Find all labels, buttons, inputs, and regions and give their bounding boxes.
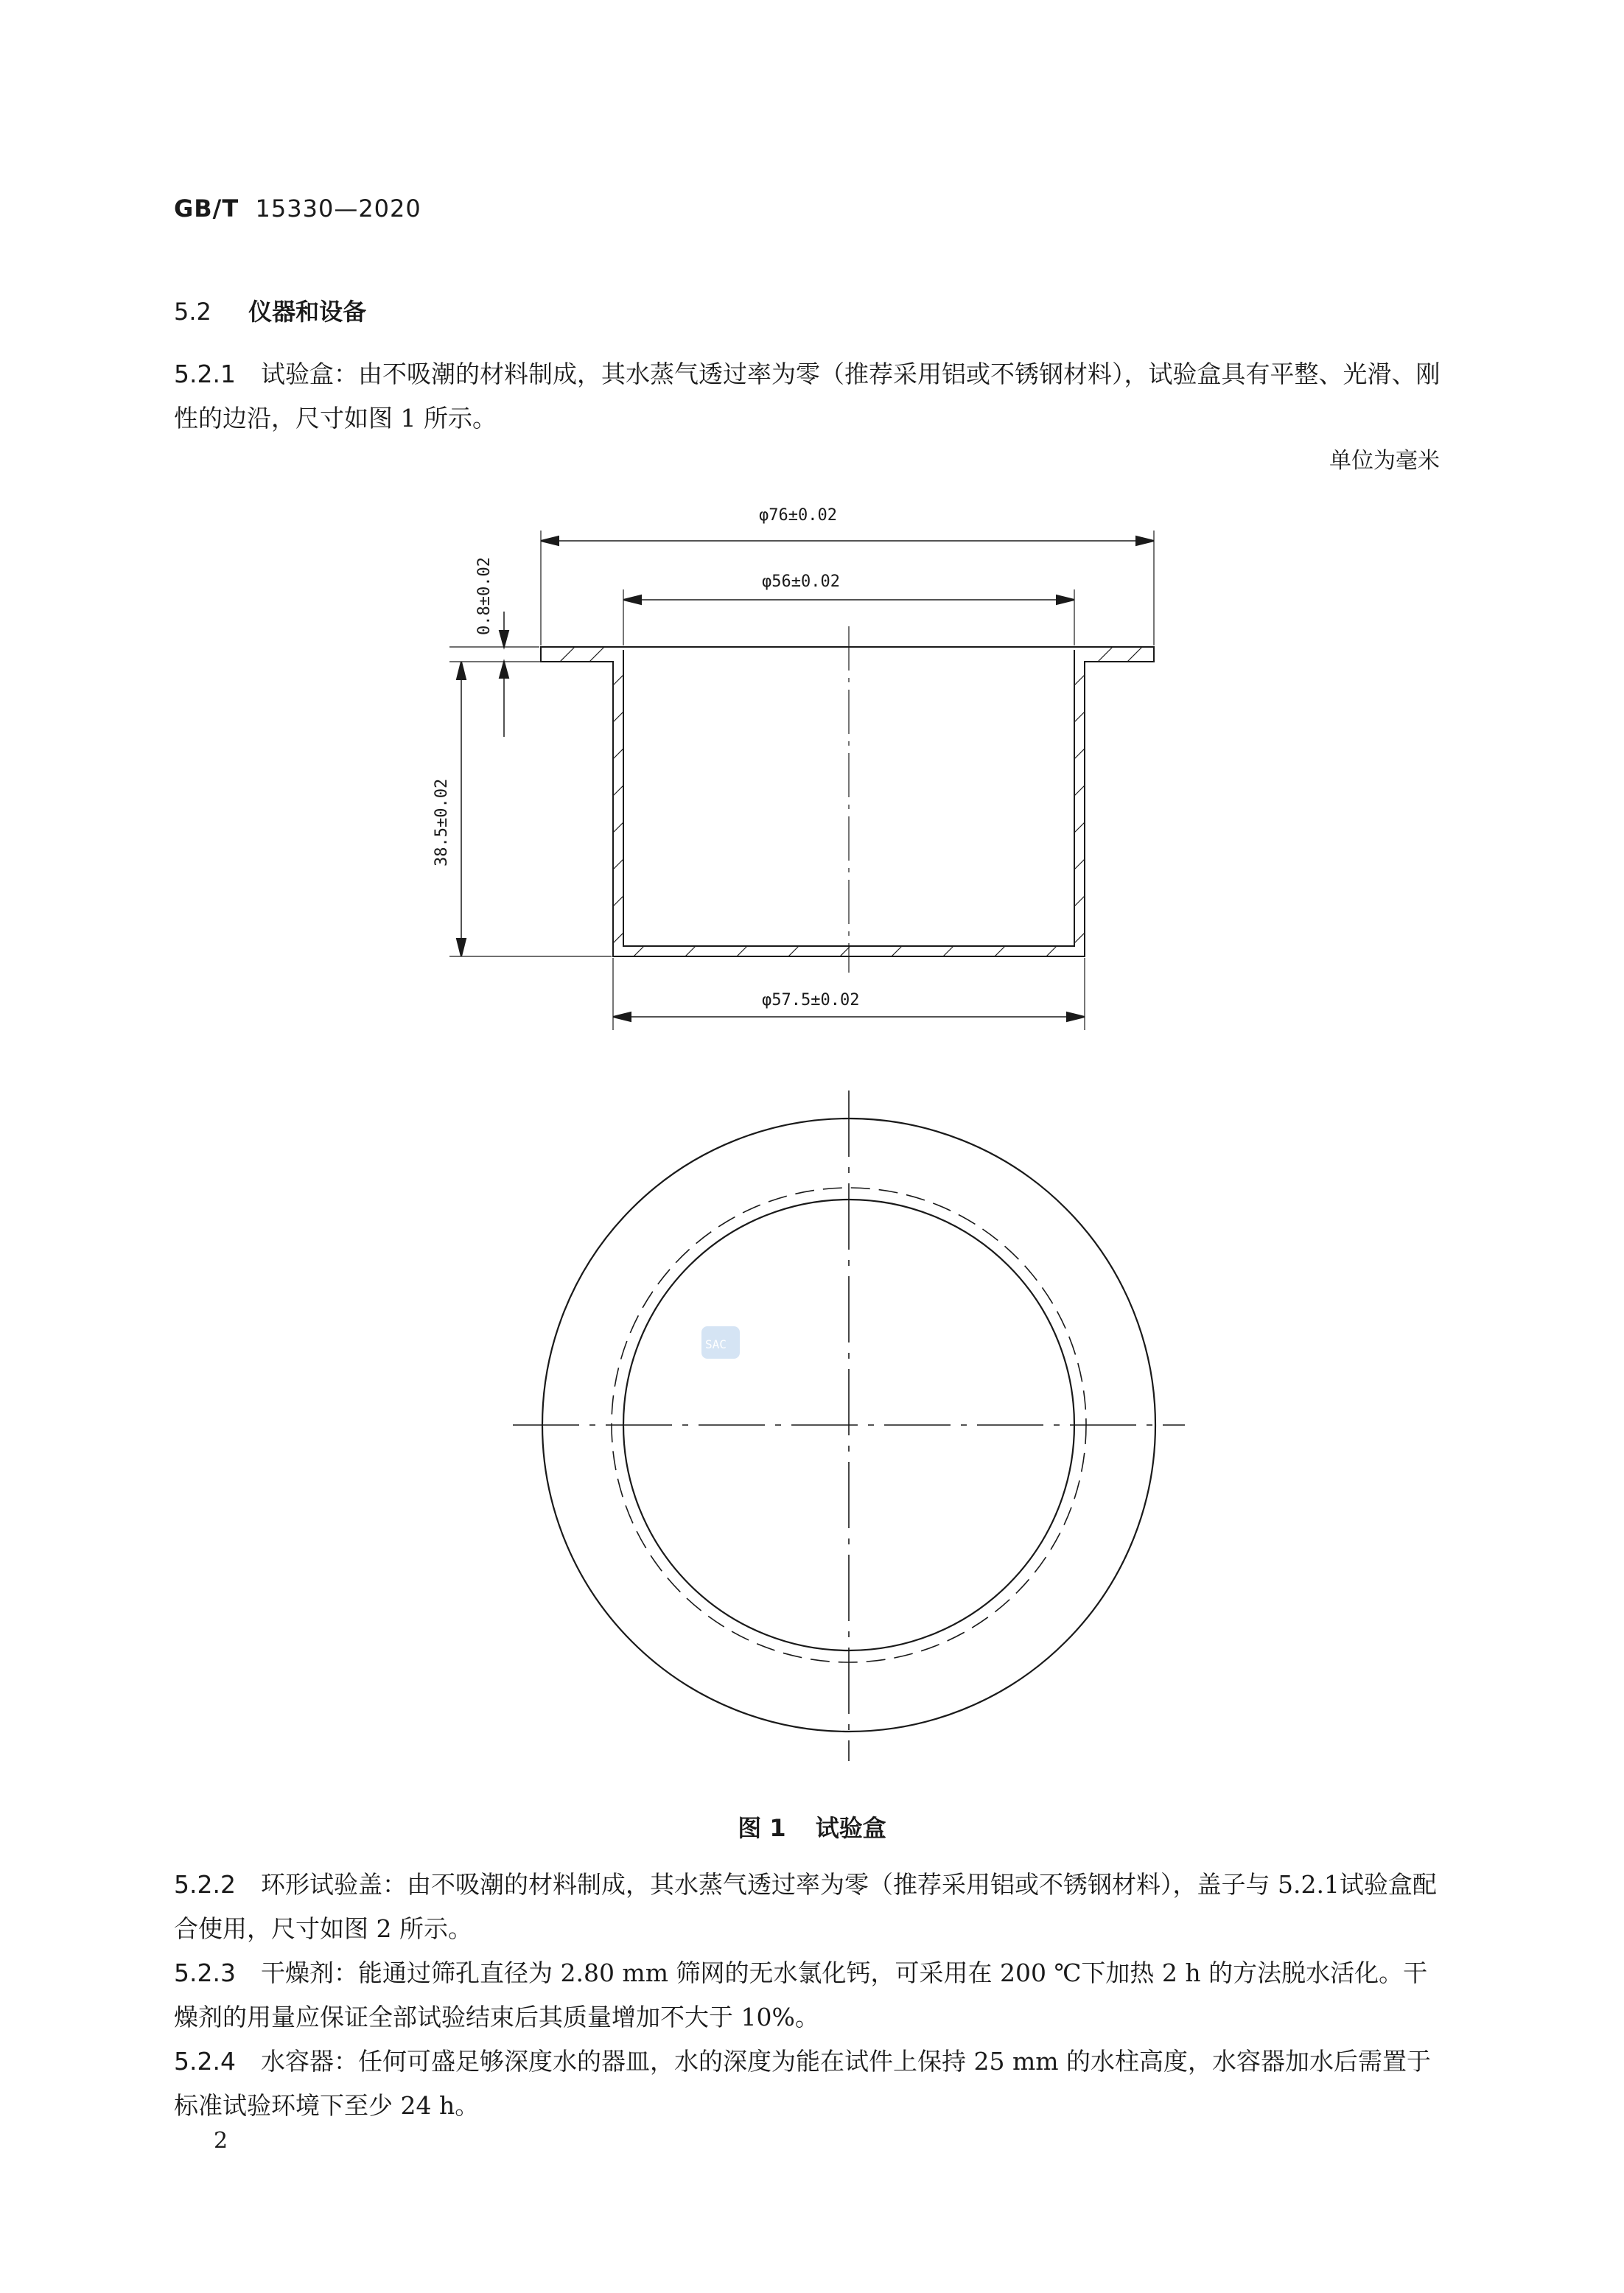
dim-label-height: 38.5±0.02 [433,778,451,867]
clause-5-2-4 [174,2040,1449,2128]
clause-text: 干燥剂：能通过筛孔直径为 2.80 mm 筛网的无水氯化钙，可采用在 200 ℃下加热 2 h 的方法脱水活化。干燥剂的用量应保证全部试验结束后其质量增加不大于 10%。 [174,1958,1428,2031]
clause-number: 5.2.2 [174,1870,236,1899]
dim-label-outer: φ76±0.02 [759,506,837,525]
standard-number: 15330—2020 [255,195,421,223]
clause-number: 5.2.3 [174,1958,236,1987]
standard-prefix: GB/T [174,195,239,223]
unit-note: 单位为毫米 [1329,448,1440,474]
clause-number: 5.2.1 [174,360,236,388]
figure-title: 试验盒 [815,1814,886,1842]
clause-number: 5.2.4 [174,2047,236,2076]
box-outer-profile [541,647,1154,956]
section-number: 5.2 [174,298,211,326]
clause-5-2-2 [174,1863,1449,1951]
dim-label-inner: φ56±0.02 [762,573,840,591]
dim-label-bottom: φ57.5±0.02 [762,991,860,1009]
figure-number: 图 1 [738,1814,786,1842]
section-title: 仪器和设备 [248,298,367,326]
clause-text: 环形试验盖：由不吸潮的材料制成，其水蒸气透过率为零（推荐采用铝或不锈钢材料），盖子与 5.2.1试验盒配合使用，尺寸如图 2 所示。 [174,1870,1437,1943]
clause-text: 水容器：任何可盛足够深度水的器皿，水的深度为能在试件上保持 25 mm 的水柱高度，水容器加水后需置于标准试验环境下至少 24 h。 [174,2047,1432,2120]
dim-label-flange: 0.8±0.02 [475,557,494,635]
figure-caption [0,1810,1624,1844]
watermark-logo [701,1326,740,1359]
clause-text: 试验盒：由不吸潮的材料制成，其水蒸气透过率为零（推荐采用铝或不锈钢材料），试验盒具有平整、光滑、刚性的边沿，尺寸如图 1 所示。 [174,360,1441,433]
svg-text:SAC: SAC [705,1337,727,1351]
clause-5-2-3 [174,1951,1449,2040]
wall-hatching [560,647,1142,956]
page-number: 2 [214,2128,228,2154]
